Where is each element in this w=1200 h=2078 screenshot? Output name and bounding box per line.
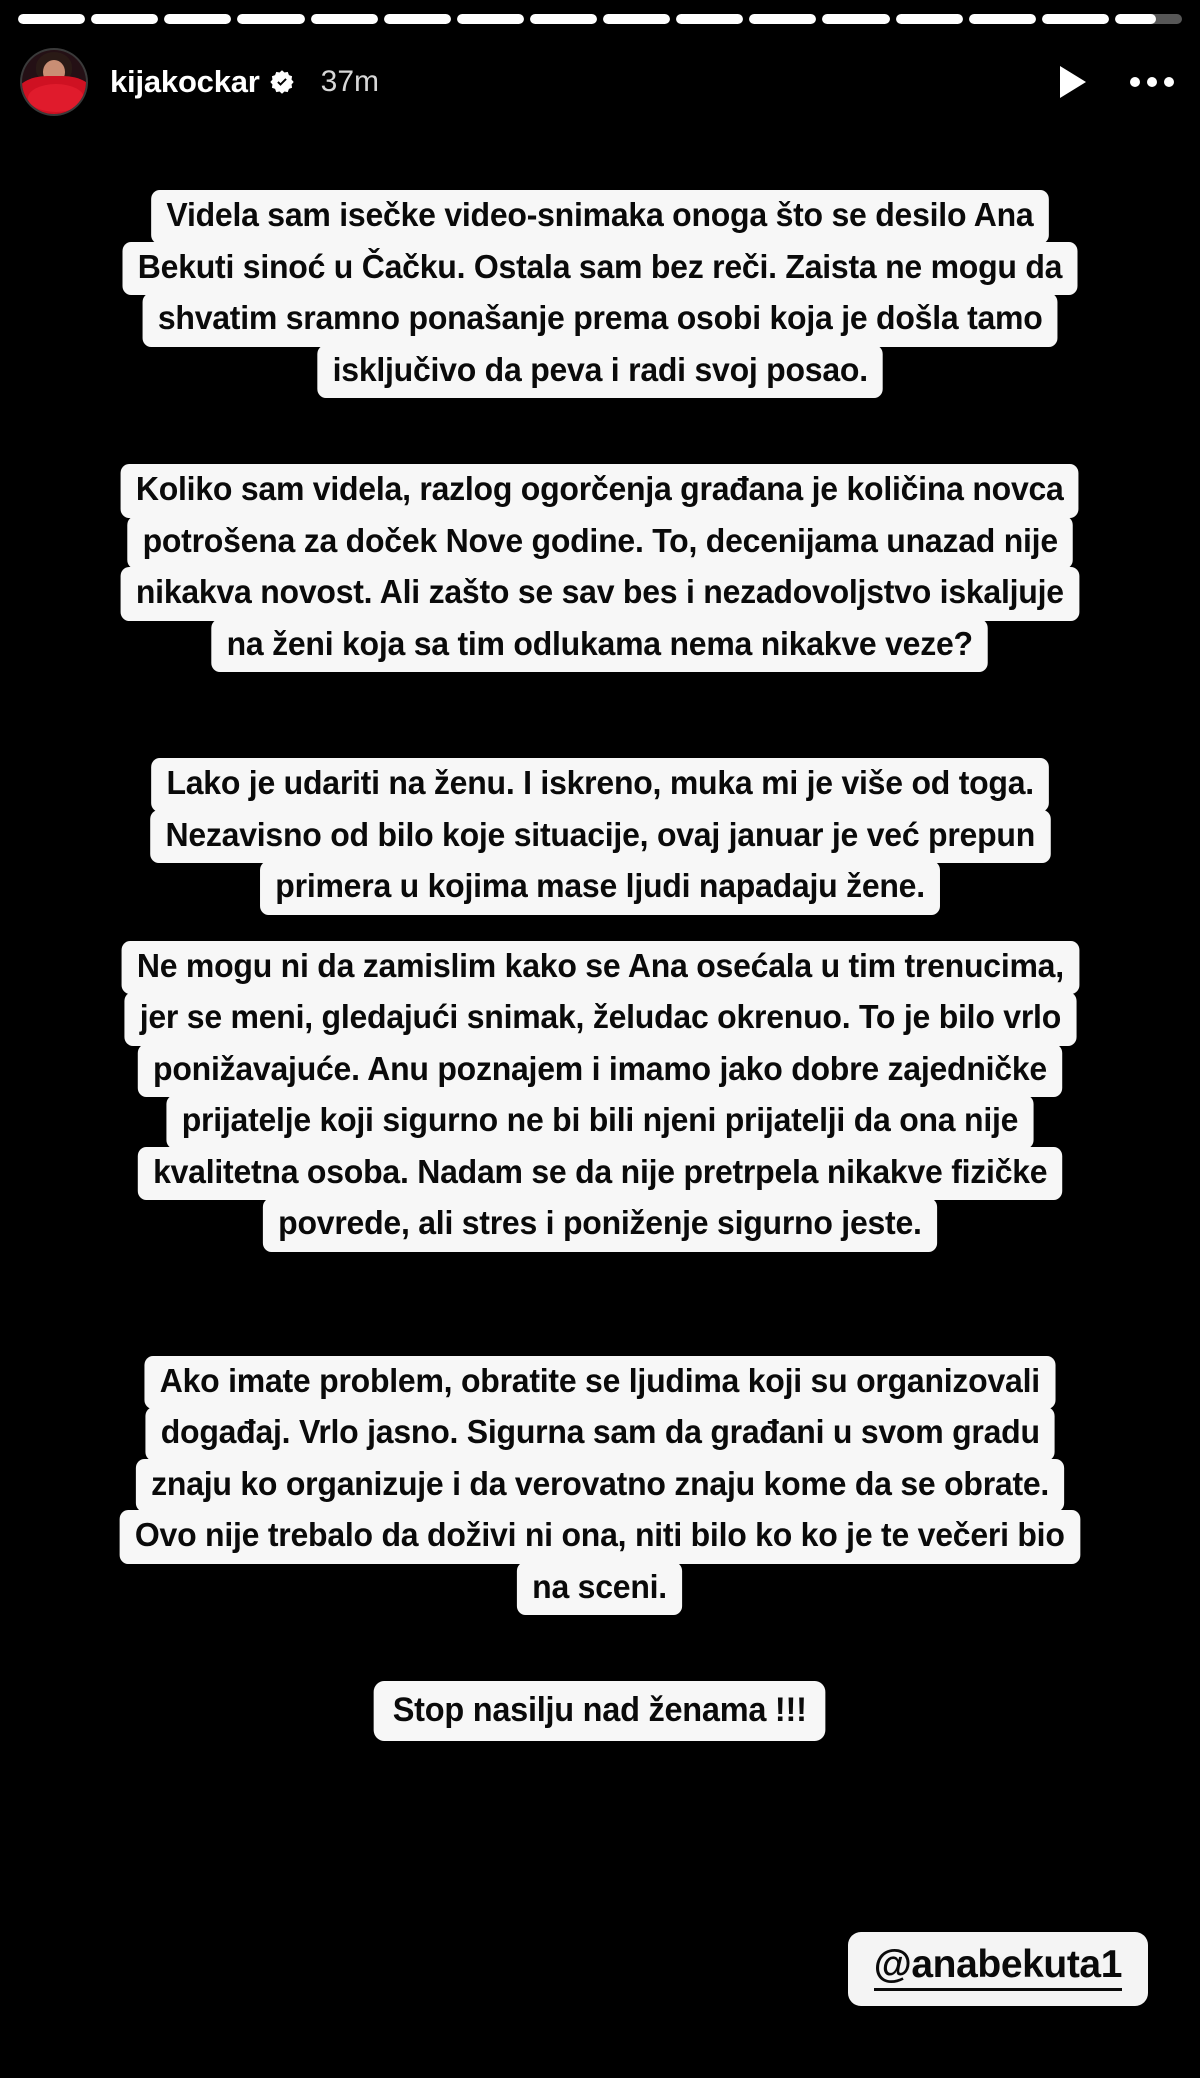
text-line: Ako imate problem, obratite se ljudima koji su organizovali <box>145 1356 1056 1410</box>
block-spacer <box>0 1615 1200 1681</box>
progress-segment[interactable] <box>1042 14 1109 24</box>
block-spacer <box>0 398 1200 464</box>
text-line: jer se meni, gledajući snimak, želudac okrenuo. To je bilo vrlo <box>124 992 1076 1046</box>
more-options-icon[interactable] <box>1130 77 1174 87</box>
text-line: prijatelje koji sigurno ne bi bili njeni prijatelji da ona nije <box>166 1095 1033 1149</box>
story-header <box>20 46 1178 118</box>
story-text-content <box>0 190 1200 1741</box>
text-line: Nezavisno od bilo koje situacije, ovaj januar je već prepun <box>150 810 1050 864</box>
progress-segment[interactable] <box>530 14 597 24</box>
mention-handle: @anabekuta1 <box>874 1945 1122 1991</box>
story-timestamp: 37m <box>320 65 380 98</box>
play-icon[interactable] <box>1060 66 1086 98</box>
progress-segment[interactable] <box>384 14 451 24</box>
text-line: Ne mogu ni da zamislim kako se Ana osećala u tim trenucima, <box>121 941 1079 995</box>
progress-segment[interactable] <box>164 14 231 24</box>
progress-segment[interactable] <box>676 14 743 24</box>
block-spacer <box>0 672 1200 758</box>
progress-segment[interactable] <box>603 14 670 24</box>
text-block <box>0 464 1200 672</box>
text-line: isključivo da peva i radi svoj posao. <box>317 345 883 399</box>
text-line: Videla sam isečke video-snimaka onoga što se desilo Ana <box>151 190 1049 244</box>
text-line: Koliko sam videla, razlog ogorčenja građana je količina novca <box>121 464 1079 518</box>
text-line: znaju ko organizuje i da verovatno znaju kome da se obrate. <box>136 1459 1064 1513</box>
progress-segment[interactable] <box>749 14 816 24</box>
block-spacer <box>0 1252 1200 1356</box>
text-line: primera u kojima mase ljudi napadaju žene. <box>260 861 940 915</box>
stop-banner <box>0 1681 1200 1741</box>
text-line: Lako je udariti na ženu. I iskreno, muka mi je više od toga. <box>151 758 1049 812</box>
text-block <box>0 190 1200 398</box>
mention-sticker[interactable] <box>848 1932 1148 2006</box>
text-line: kvalitetna osoba. Nadam se da nije pretrpela nikakve fizičke <box>138 1147 1063 1201</box>
progress-segment[interactable] <box>822 14 889 24</box>
text-line: Bekuti sinoć u Čačku. Ostala sam bez reči. Zaista ne mogu da <box>122 242 1077 296</box>
text-block <box>0 758 1200 915</box>
text-line: na sceni. <box>517 1562 682 1616</box>
progress-segment[interactable] <box>1115 14 1182 24</box>
progress-segment[interactable] <box>896 14 963 24</box>
username-label[interactable]: kijakockar <box>110 64 260 99</box>
text-line: nikakva novost. Ali zašto se sav bes i nezadovoljstvo iskaljuje <box>121 567 1079 621</box>
progress-segment[interactable] <box>311 14 378 24</box>
text-line: Ovo nije trebalo da doživi ni ona, niti bilo ko ko je te večeri bio <box>120 1510 1080 1564</box>
stop-banner-text: Stop nasilju nad ženama !!! <box>374 1681 826 1741</box>
text-block <box>0 1356 1200 1616</box>
story-progress-bar[interactable] <box>18 14 1182 24</box>
text-line: shvatim sramno ponašanje prema osobi koja je došla tamo <box>142 293 1057 347</box>
progress-segment[interactable] <box>969 14 1036 24</box>
block-spacer <box>0 915 1200 941</box>
text-line: povrede, ali stres i poniženje sigurno jeste. <box>263 1198 937 1252</box>
progress-segment[interactable] <box>91 14 158 24</box>
progress-segment[interactable] <box>457 14 524 24</box>
text-block <box>0 941 1200 1252</box>
text-line: događaj. Vrlo jasno. Sigurna sam da građani u svom gradu <box>145 1407 1055 1461</box>
progress-segment[interactable] <box>237 14 304 24</box>
avatar[interactable] <box>20 48 88 116</box>
verified-badge-icon <box>269 69 295 95</box>
progress-segment[interactable] <box>18 14 85 24</box>
text-line: ponižavajuće. Anu poznajem i imamo jako dobre zajedničke <box>138 1044 1062 1098</box>
text-line: na ženi koja sa tim odlukama nema nikakve veze? <box>212 619 989 673</box>
text-line: potrošena za doček Nove godine. To, decenijama unazad nije <box>127 516 1073 570</box>
